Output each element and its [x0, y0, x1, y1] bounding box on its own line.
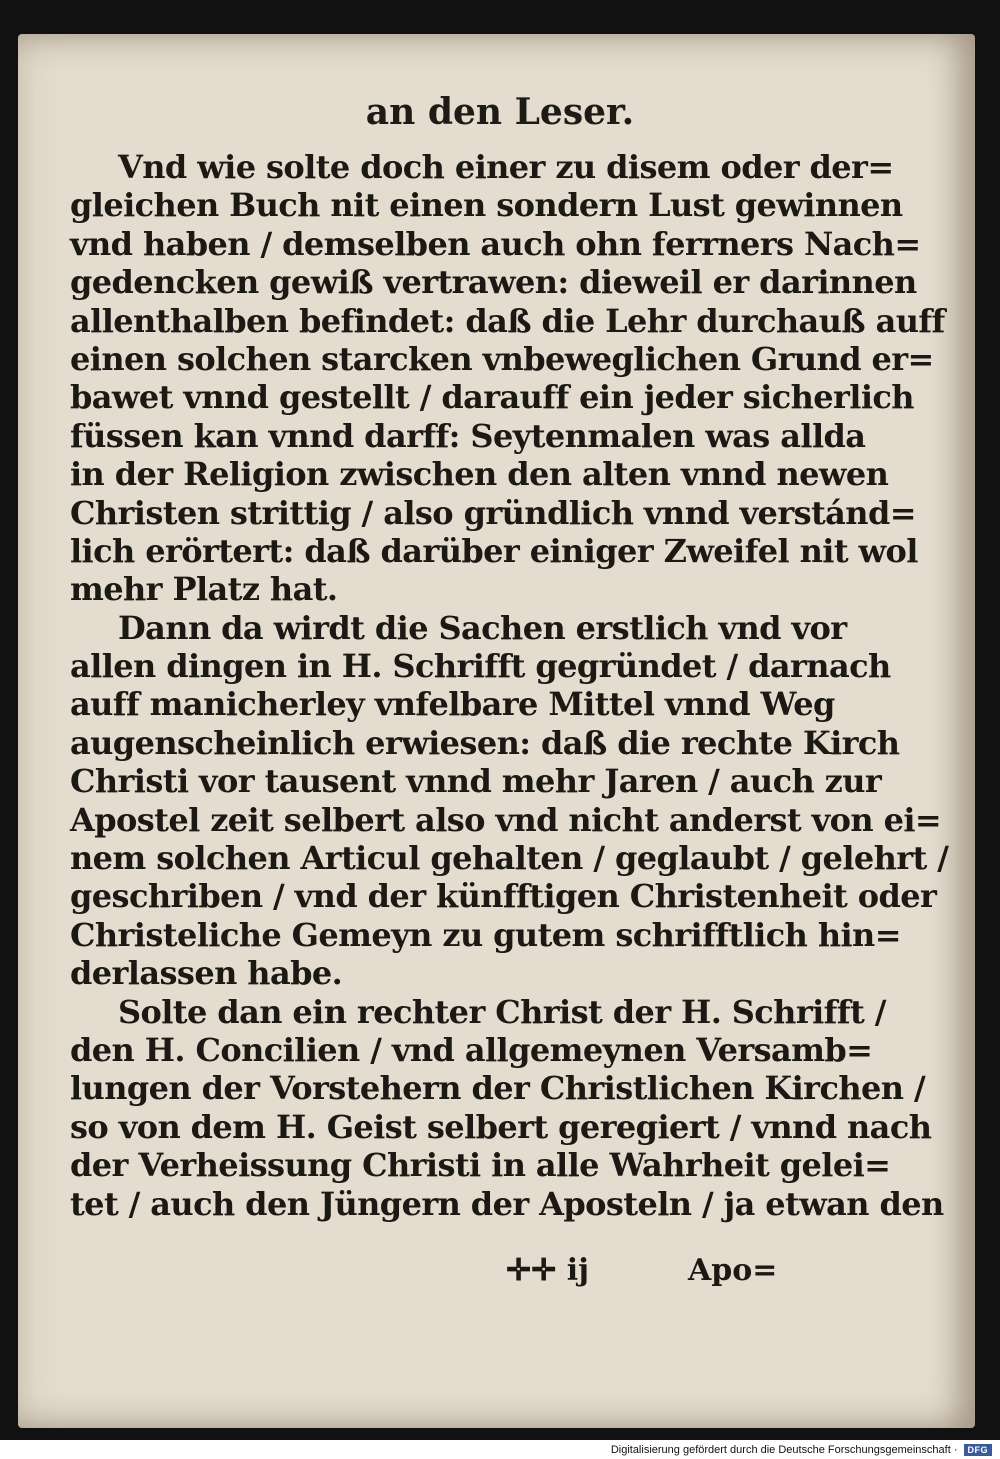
text-line: Christen strittig / also gründlich vnnd verstánd= [70, 493, 916, 532]
text-block [70, 148, 949, 1223]
text-line: füssen kan vnnd darff: Seytenmalen was allda [70, 416, 866, 455]
text-line: gedencken gewiß vertrawen: dieweil er darinnen [70, 263, 917, 302]
sheet-signature: ✛✛ ij [506, 1253, 589, 1288]
text-line: Apostel zeit selbert also vnd nicht anderst von ei= [70, 800, 942, 839]
text-line: vnd haben / demselben auch ohn ferrners Nach= [70, 224, 921, 263]
text-line: lich erörtert: daß darüber einiger Zweifel nit wol [70, 531, 918, 570]
running-head: an den Leser. [365, 91, 635, 133]
text-line: allen dingen in H. Schrifft gegründet / darnach [70, 647, 891, 686]
text-line: auff manicherley vnfelbare Mittel vnnd Weg [70, 685, 835, 724]
funding-credit: Digitalisierung gefördert durch die Deutsche Forschungsgemeinschaft · [610, 1443, 958, 1456]
text-line: in der Religion zwischen den alten vnnd newen [70, 455, 889, 494]
text-line: Christeliche Gemeyn zu gutem schrifftlich hin= [70, 915, 901, 954]
text-line: tet / auch den Jüngern der Aposteln / ja etwan den [70, 1184, 944, 1223]
text-line: bawet vnnd gestellt / darauff ein jeder sicherlich [70, 378, 914, 417]
text-line: Solte dan ein rechter Christ der H. Schrifft / [118, 992, 886, 1031]
text-line: augenscheinlich erwiesen: daß die rechte Kirch [70, 723, 900, 762]
text-line: der Verheissung Christi in alle Wahrheit gelei= [70, 1146, 891, 1185]
text-line: Vnd wie solte doch einer zu disem oder der= [118, 148, 894, 186]
text-line: Dann da wirdt die Sachen erstlich vnd vor [118, 608, 847, 647]
text-line: den H. Concilien / vnd allgemeynen Versamb= [70, 1030, 873, 1069]
text-line: nem solchen Articul gehalten / geglaubt / gelehrt / [70, 839, 949, 878]
text-line: gleichen Buch nit einen sondern Lust gewinnen [70, 186, 903, 225]
text-line: allenthalben befindet: daß die Lehr durchauß auff [70, 301, 945, 340]
catchword: Apo= [688, 1253, 778, 1288]
text-line: lungen der Vorstehern der Christlichen Kirchen / [70, 1069, 926, 1108]
dfg-logo: DFG [964, 1444, 993, 1456]
digitization-footer [611, 1440, 992, 1459]
text-line: mehr Platz hat. [70, 570, 338, 609]
text-line: einen solchen starcken vnbeweglichen Grund er= [70, 339, 934, 378]
text-line: Christi vor tausent vnnd mehr Jaren / auch zur [70, 762, 882, 801]
text-line: derlassen habe. [70, 954, 343, 993]
text-line: geschriben / vnd der künfftigen Christenheit oder [70, 877, 937, 916]
text-line: so von dem H. Geist selbert geregiert / vnnd nach [70, 1107, 932, 1146]
